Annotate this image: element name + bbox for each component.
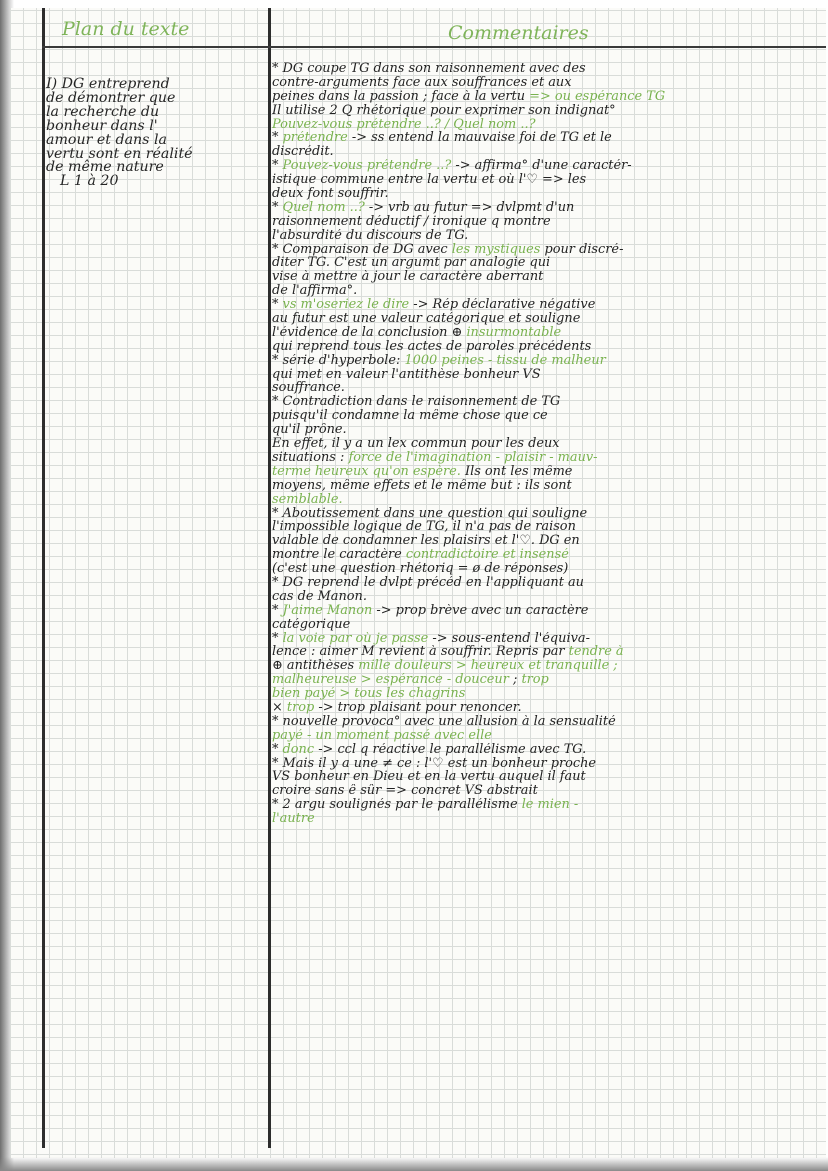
comment-line <box>272 715 820 729</box>
comment-line <box>272 187 820 201</box>
quoted-text: force de l'imagination - plaisir - mauv- <box>348 450 598 465</box>
quoted-text: bien payé > tous les chagrins <box>272 687 466 701</box>
comment-line <box>272 118 820 132</box>
quoted-text: la voie par où je passe <box>282 631 429 646</box>
comment-text: * <box>272 603 283 618</box>
comment-text: peines dans la passion ; face à la vertu <box>272 89 526 104</box>
comment-text: * Mais il y a une ≠ ce : l'♡ est un bonheur proche <box>272 756 597 771</box>
quoted-text: semblable. <box>272 492 343 507</box>
quoted-text: l'autre <box>272 812 315 826</box>
comment-line <box>272 632 820 646</box>
comment-line <box>272 173 820 187</box>
comment-line <box>272 354 820 368</box>
comment-text: catégorique <box>272 617 351 632</box>
comment-line <box>272 590 820 604</box>
quoted-text: vs m'oseriez le dire <box>282 298 410 313</box>
comment-line <box>272 659 820 673</box>
comment-line <box>272 465 820 479</box>
plan-line: la recherche du <box>46 103 160 120</box>
comment-text: * Comparaison de DG avec <box>272 242 452 257</box>
comment-line <box>272 256 820 270</box>
comments-column <box>272 62 820 826</box>
plan-line: de démontrer que <box>46 89 176 106</box>
comment-text: istique commune entre la vertu et où l'♡ => les <box>272 173 587 188</box>
comment-text: puisqu'il condamne la même chose que ce <box>272 409 548 424</box>
comment-text: pour discré- <box>540 242 624 257</box>
quoted-text: Pouvez-vous prétendre ..? / Quel nom ..? <box>272 117 536 132</box>
comment-line <box>272 673 820 687</box>
quoted-text: Quel nom ..? <box>282 200 365 215</box>
comment-text: VS bonheur en Dieu et en la vertu auquel il faut <box>272 770 586 785</box>
plan-line: L 1 à 20 <box>60 173 119 190</box>
comment-text: vise à mettre à jour le caractère aberrant <box>272 270 544 285</box>
quoted-text: les mystiques <box>451 242 541 257</box>
comment-text: montre le caractère <box>272 548 406 563</box>
quoted-text: donc <box>282 742 315 757</box>
comment-text: Ils ont les même <box>460 464 573 479</box>
comment-text: l'absurdité du discours de TG. <box>272 228 469 243</box>
comment-text: * 2 argu soulignés par le parallélisme <box>272 798 522 813</box>
comment-line <box>272 770 820 784</box>
comment-line <box>272 201 820 215</box>
comment-line <box>272 409 820 423</box>
comment-line <box>272 757 820 771</box>
comment-line <box>272 229 820 243</box>
comment-line <box>272 576 820 590</box>
comment-text: * série d'hyperbole: <box>272 353 405 368</box>
comment-text: -> sous-entend l'équiva- <box>428 631 590 646</box>
comment-line <box>272 618 820 632</box>
comment-line <box>272 312 820 326</box>
quoted-text: Pouvez-vous prétendre ..? <box>282 159 452 174</box>
comment-line <box>272 76 820 90</box>
comment-text: discrédit. <box>272 145 334 160</box>
quoted-text: 1000 peines - tissu de malheur <box>404 353 606 368</box>
comment-line <box>272 368 820 382</box>
quoted-text: prétendre <box>282 131 348 146</box>
quoted-text: malheureuse > espérance - douceur <box>272 673 509 688</box>
comment-text: -> trop plaisant pour renoncer. <box>314 700 522 715</box>
comment-line <box>272 798 820 812</box>
comment-line <box>272 145 820 159</box>
plan-line: de même nature <box>46 159 164 176</box>
quoted-text: contradictoire et insensé <box>405 548 569 563</box>
comment-line <box>272 381 820 395</box>
comment-line <box>272 243 820 257</box>
comment-text: lence : aimer M revient à souffrir. Repris par <box>272 645 569 660</box>
comment-text: * Aboutissement dans une question qui souligne <box>272 506 588 521</box>
comment-line <box>272 270 820 284</box>
comment-line <box>272 812 820 826</box>
comment-line <box>272 479 820 493</box>
page-bottom-shadow <box>0 1157 828 1171</box>
plan-header: Plan du texte <box>62 18 190 40</box>
comment-text: moyens, même effets et le même but : ils sont <box>272 478 572 493</box>
comment-line <box>272 520 820 534</box>
comment-line <box>272 395 820 409</box>
comment-text: * nouvelle provoca° avec une allusion à la sensualité <box>272 714 616 729</box>
comment-text: l'évidence de la conclusion ⊕ <box>272 325 467 340</box>
comment-line <box>272 701 820 715</box>
comment-text: ; <box>508 673 522 688</box>
comment-line <box>272 743 820 757</box>
comment-line <box>272 604 820 618</box>
comment-line <box>272 90 820 104</box>
comment-line <box>272 562 820 576</box>
comment-line <box>272 687 820 701</box>
comment-line <box>272 437 820 451</box>
quoted-text: payé - un moment passé avec elle <box>272 728 492 743</box>
comment-line <box>272 131 820 145</box>
comment-line <box>272 215 820 229</box>
comment-text: * <box>272 131 283 146</box>
comment-line <box>272 298 820 312</box>
plan-line: vertu sont en réalité <box>46 145 193 162</box>
comment-text: souffrance. <box>272 381 345 396</box>
header-underline <box>42 46 826 48</box>
comment-line <box>272 62 820 76</box>
comment-text: raisonnement déductif / ironique q montre <box>272 214 551 229</box>
comment-text: * <box>272 742 283 757</box>
comment-line <box>272 729 820 743</box>
comment-text: deux font souffrir. <box>272 187 389 201</box>
comment-line <box>272 534 820 548</box>
comment-line <box>272 493 820 507</box>
comment-line <box>272 548 820 562</box>
comment-text: * <box>272 159 283 174</box>
comment-text: * <box>272 200 283 215</box>
quoted-text: le mien - <box>521 798 579 813</box>
comment-text: -> vrb au futur => dvlpmt d'un <box>364 200 575 215</box>
comment-text: qu'il prône. <box>272 423 347 438</box>
quoted-text: tendre à <box>568 645 624 660</box>
comment-text: -> Rép déclarative négative <box>409 298 596 313</box>
comment-line <box>272 451 820 465</box>
comment-text: -> ss entend la mauvaise foi de TG et le <box>347 131 612 146</box>
comment-text: diter TG. C'est un argumt par analogie qui <box>272 256 551 271</box>
comment-text: (c'est une question rhétoriq = ø de réponses) <box>272 562 569 576</box>
comment-text: * <box>272 631 283 646</box>
comment-line <box>272 340 820 354</box>
comment-text: contre-arguments face aux souffrances et aux <box>272 75 572 90</box>
quoted-text: J'aime Manon <box>282 603 373 618</box>
comment-line <box>272 507 820 521</box>
plan-column <box>46 78 276 189</box>
comment-text: ⊕ antithèses <box>272 659 359 674</box>
comment-text: * <box>272 298 283 313</box>
comment-text: En effet, il y a un lex commun pour les deux <box>272 437 560 451</box>
quoted-text: => ou espérance TG <box>525 89 666 104</box>
plan-line: I) DG entreprend <box>46 76 170 92</box>
quoted-text: trop <box>286 700 315 715</box>
comment-text: * DG reprend le dvlpt précéd en l'appliquant au <box>272 575 584 590</box>
comment-text: -> affirma° d'une caractér- <box>451 159 632 174</box>
comment-line <box>272 784 820 798</box>
quoted-text: insurmontable <box>466 325 562 340</box>
comments-header: Commentaires <box>448 22 589 44</box>
comment-text: * Contradiction dans le raisonnement de TG <box>272 395 561 410</box>
left-margin-line <box>42 8 45 1148</box>
comment-text: valable de condamner les plaisirs et l'♡. DG en <box>272 534 580 549</box>
comment-text: qui met en valeur l'antithèse bonheur VS <box>272 367 541 382</box>
comment-text: de l'affirma°. <box>272 284 358 299</box>
comment-text: -> ccl q réactive le parallélisme avec TG. <box>314 742 587 757</box>
comment-line <box>272 423 820 437</box>
quoted-text: trop <box>521 673 549 688</box>
comment-text: cas de Manon. <box>272 589 367 604</box>
comment-line <box>272 159 820 173</box>
comment-text: l'impossible logique de TG, il n'a pas de raison <box>272 520 576 535</box>
comment-line <box>272 645 820 659</box>
comment-text: × <box>272 700 287 715</box>
comment-text: croire sans ê sûr => concret VS abstrait <box>272 784 538 799</box>
comment-text: situations : <box>272 450 349 465</box>
plan-line: amour et dans la <box>46 131 167 148</box>
comment-line <box>272 104 820 118</box>
comment-line <box>272 284 820 298</box>
comment-text: Il utilise 2 Q rhétorique pour exprimer son indignat° <box>272 103 616 118</box>
comment-text: * DG coupe TG dans son raisonnement avec des <box>272 62 586 76</box>
comment-text: -> prop brève avec un caractère <box>372 603 589 618</box>
comment-text: qui reprend tous les actes de paroles précédents <box>272 339 592 354</box>
quoted-text: mille douleurs > heureux et tranquille ; <box>358 659 618 674</box>
comment-line <box>272 326 820 340</box>
quoted-text: terme heureux qu'on espère. <box>272 464 461 479</box>
plan-line: bonheur dans l' <box>46 117 158 134</box>
comment-text: au futur est une valeur catégorique et souligne <box>272 312 581 326</box>
